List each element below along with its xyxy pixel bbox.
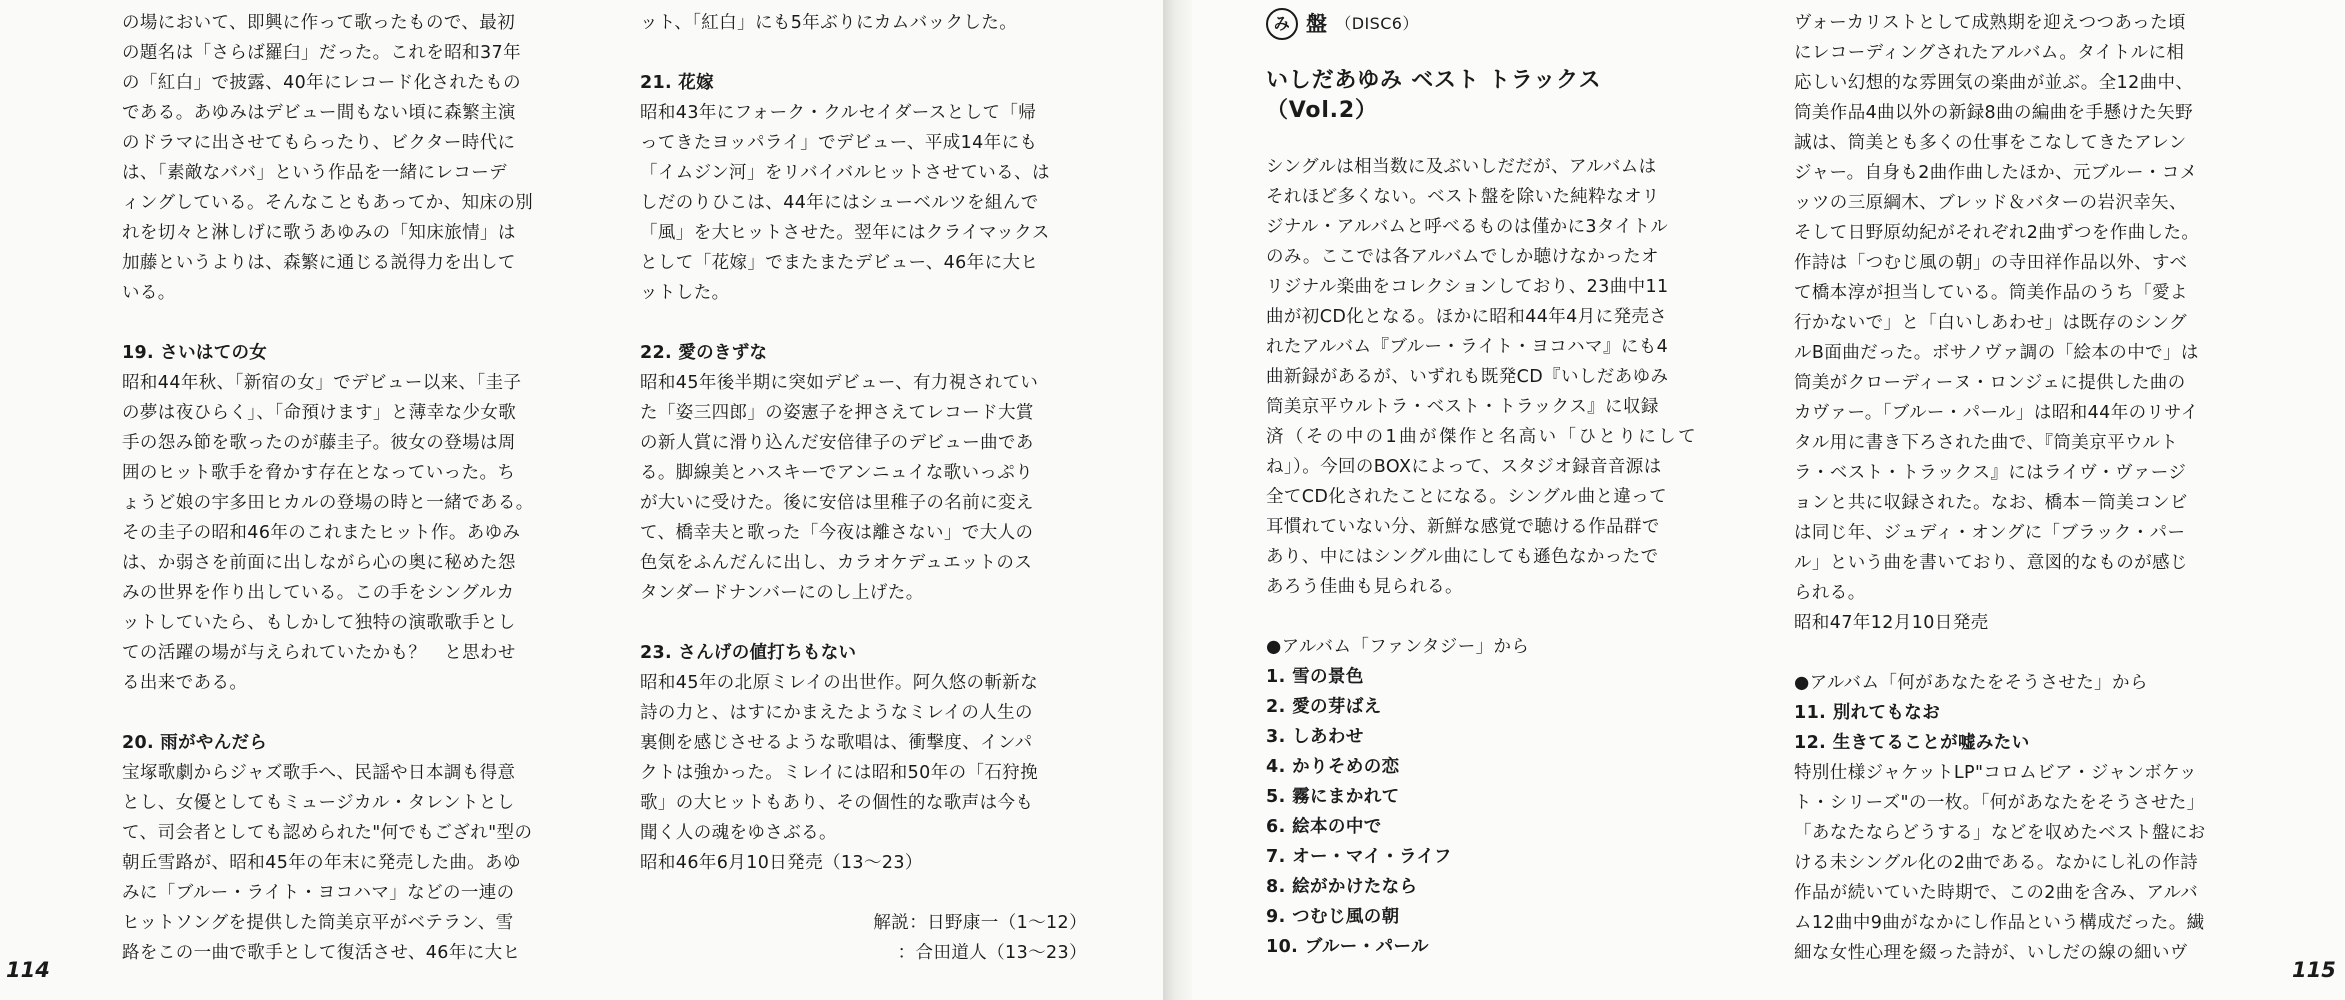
text-line: れたアルバム『ブルー・ライト・ヨコハマ』にも4 [1266, 337, 1669, 357]
text-line: みの世界を作り出している。この手をシングルカ [122, 583, 515, 603]
text-line: 曲新録があるが、いずれも既発CD『いしだあゆみ [1266, 367, 1669, 387]
text-line: ょうど娘の宇多田ヒカルの登場の時と一緒である。 [122, 493, 534, 513]
track-item: 10. ブルー・パール [1266, 937, 1429, 957]
text-line: の夢は夜ひらく」、「命預けます」と薄幸な少女歌 [122, 403, 517, 423]
track-list [1794, 698, 2249, 758]
text-line: の題名は「さらば羅臼」だった。これを昭和37年 [122, 43, 521, 63]
page-number-right: 115 [2292, 958, 2336, 982]
text-line: 歌」の大ヒットもあり、その個性的な歌声は今も [640, 793, 1034, 813]
disc-number: （DISC6） [1335, 14, 1419, 33]
credit-line: 解説：日野康一（1〜12） [873, 913, 1087, 933]
text-line: 加藤というよりは、森繁に通じる説得力を出して [122, 253, 516, 273]
text-line: ジャー。自身も2曲作曲したほか、元ブルー・コメ [1794, 163, 2198, 183]
album-notes-2 [1794, 758, 2249, 968]
text-line: として「花嫁」でまたまたデビュー、46年に大ヒ [640, 253, 1039, 273]
text-line: カヴァー。「ブルー・パール」は昭和44年のリサイ [1794, 403, 2199, 423]
page-number-left: 114 [6, 958, 50, 982]
right-column-2 [1794, 8, 2249, 968]
text-line: みに「ブルー・ライト・ヨコハマ」などの一連の [122, 883, 515, 903]
text-line: ジナル・アルバムと呼べるものは僅かに3タイトル [1266, 217, 1669, 237]
album-title: いしだあゆみ ベスト トラックス（Vol.2） [1266, 68, 1602, 123]
text-line: 作品が続いていた時期で、この2曲を含み、アルバ [1794, 883, 2199, 903]
text-line: 昭和44年秋、「新宿の女」でデビュー以来、「圭子 [122, 373, 522, 393]
text-line: 昭和45年後半期に突如デビュー、有力視されてい [640, 373, 1039, 393]
text-line: 全てCD化されたことになる。シングル曲と違って [1266, 487, 1668, 507]
section-heading-21: 21. 花嫁 [640, 73, 714, 93]
track-item: 6. 絵本の中で [1266, 817, 1382, 837]
text-line: て、司会者としても認められた"何でもござれ"型の [122, 823, 533, 843]
album-notes [1794, 8, 2249, 638]
text-line: 聞く人の魂をゆさぶる。 [640, 823, 837, 843]
section-body-22 [640, 368, 1095, 608]
text-line: の新人賞に滑り込んだ安倍律子のデビュー曲であ [640, 433, 1034, 453]
text-line: て橋本淳が担当している。筒美作品のうち「愛よ [1794, 283, 2188, 303]
text-line: 昭和43年にフォーク・クルセイダースとして「帰 [640, 103, 1037, 123]
release-date: 昭和47年12月10日発売 [1794, 613, 1989, 633]
text-line: は、「素敵なババ」という作品を一緒にレコーデ [122, 163, 508, 183]
text-line: タル用に書き下ろされた曲で、『筒美京平ウルト [1794, 433, 2179, 453]
section-body-19 [122, 368, 580, 698]
text-line: しだのりひこは、44年にはシューベルツを組んで [640, 193, 1039, 213]
text-line: は同じ年、ジュディ・オングに「ブラック・パー [1794, 523, 2186, 543]
text-line: 色気をふんだんに出し、カラオケデュエットのス [640, 553, 1033, 573]
track-item: 2. 愛の芽ばえ [1266, 697, 1382, 717]
right-page [1192, 0, 2345, 1000]
text-line: あろう佳曲も見られる。 [1266, 577, 1463, 597]
disc-badge: み [1266, 8, 1298, 40]
text-line: ての活躍の場が与えられていたかも？ と思わせ [122, 643, 516, 663]
text-line: 細な女性心理を綴った詩が、いしだの線の細いヴ [1794, 943, 2188, 963]
track-item: 5. 霧にまかれて [1266, 787, 1400, 807]
text-line: 筒美京平ウルトラ・ベスト・トラックス』に収録 [1266, 397, 1659, 417]
text-line: 宝塚歌劇からジャズ歌手へ、民謡や日本調も得意 [122, 763, 516, 783]
text-line: 曲が初CD化となる。ほかに昭和44年4月に発売さ [1266, 307, 1668, 327]
text-line: ィングしている。そんなこともあってか、知床の別 [122, 193, 534, 213]
text-line: クトは強かった。ミレイには昭和50年の「石狩挽 [640, 763, 1039, 783]
right-column-1 [1266, 8, 1696, 962]
text-line: 耳慣れていない分、新鮮な感覚で聴ける作品群で [1266, 517, 1660, 537]
text-line: た「姿三四郎」の姿憲子を押さえてレコード大賞 [640, 403, 1034, 423]
text-line: ける未シングル化の2曲である。なかにし礼の作詩 [1794, 853, 2199, 873]
text-line: の場において、即興に作って歌ったもので、最初 [122, 13, 516, 33]
text-line: ットしていたら、もしかして独特の演歌歌手とし [122, 613, 516, 633]
text-line: は、か弱さを前面に出しながら心の奥に秘めた怨 [122, 553, 516, 573]
text-line: のドラマに出させてもらったり、ビクター時代に [122, 133, 516, 153]
text-line: 作詩は「つむじ風の朝」の寺田祥作品以外、すべ [1794, 253, 2188, 273]
text-line: 済（その中の1曲が傑作と名高い「ひとりにしてね」）。今回のBOXによって、スタジオ録音音源は [1266, 427, 1696, 477]
left-column-1 [122, 8, 580, 968]
left-column-2 [640, 8, 1095, 968]
text-line: ットした。 [640, 283, 730, 303]
credit-line: ：合田道人（13〜23） [897, 943, 1087, 963]
text-line: 「イムジン河」をリバイバルヒットさせている、は [640, 163, 1050, 183]
text-line: ヒットソングを提供した筒美京平がベテラン、雪 [122, 913, 514, 933]
text-line: にレコーディングされたアルバム。タイトルに相 [1794, 43, 2185, 63]
text-line: ルB面曲だった。ボサノヴァ調の「絵本の中で」は [1794, 343, 2199, 363]
track-item: 4. かりそめの恋 [1266, 757, 1400, 777]
text-line: ト・シリーズ"の一枚。「何があなたをそうさせた」 [1794, 793, 2205, 813]
book-spine [1163, 0, 1192, 1000]
release-date: 昭和46年6月10日発売（13〜23） [640, 853, 923, 873]
intro-paragraph [1266, 152, 1696, 602]
text-line: あり、中にはシングル曲にしても遜色なかったで [1266, 547, 1659, 567]
text-line: 裏側を感じさせるような歌唱は、衝撃度、インパ [640, 733, 1033, 753]
section-heading-19: 19. さいはての女 [122, 343, 268, 363]
track-item: 9. つむじ風の朝 [1266, 907, 1400, 927]
text-line: ム12曲中9曲がなかにし作品という構成だった。繊 [1794, 913, 2205, 933]
track-item: 3. しあわせ [1266, 727, 1364, 747]
track-list [1266, 662, 1696, 962]
album-source-heading: ●アルバム「ファンタジー」から [1266, 637, 1530, 657]
text-line: る出来である。 [122, 673, 248, 693]
text-line: とし、女優としてもミュージカル・タレントとし [122, 793, 515, 813]
text-line: 誠は、筒美とも多くの仕事をこなしてきたアレン [1794, 133, 2187, 153]
text-line: ヴォーカリストとして成熟期を迎えつつあった頃 [1794, 13, 2186, 33]
text-line: ってきたヨッパライ」でデビュー、平成14年にも [640, 133, 1038, 153]
text-line: 詩の力と、はすにかまえたようなミレイの人生の [640, 703, 1033, 723]
text-line: る。脚線美とハスキーでアンニュイな歌いっぷり [640, 463, 1034, 483]
text-line: ラ・ベスト・トラックス』にはライヴ・ヴァージ [1794, 463, 2187, 483]
text-line: それほど多くない。ベスト盤を除いた純粋なオリ [1266, 187, 1660, 207]
text-line: その圭子の昭和46年のこれまたヒット作。あゆみ [122, 523, 521, 543]
text-line: 朝丘雪路が、昭和45年の年末に発売した曲。あゆ [122, 853, 521, 873]
text-line: タンダードナンバーにのし上げた。 [640, 583, 924, 603]
text-line: 応しい幻想的な雰囲気の楽曲が並ぶ。全12曲中、 [1794, 73, 2194, 93]
section-heading-22: 22. 愛のきずな [640, 343, 768, 363]
section-body-21 [640, 98, 1095, 308]
text-line: 筒美がクローディーヌ・ロンジェに提供した曲の [1794, 373, 2186, 393]
text-line: ット、「紅白」にも5年ぶりにカムバックした。 [640, 13, 1018, 33]
section-body-23 [640, 668, 1095, 878]
text-line: ル」という曲を書いており、意図的なものが感じ [1794, 553, 2188, 573]
text-line: 囲のヒット歌手を脅かす存在となっていった。ち [122, 463, 516, 483]
text-line: シングルは相当数に及ぶいしだだが、アルバムは [1266, 157, 1657, 177]
section-heading-23: 23. さんげの値打ちもない [640, 643, 857, 663]
text-line: いる。 [122, 283, 176, 303]
text-line: れを切々と淋しげに歌うあゆみの「知床旅情」は [122, 223, 516, 243]
intro-paragraph [122, 8, 580, 308]
album-source-heading: ●アルバム「何があなたをそうさせた」から [1794, 673, 2148, 693]
text-line: 行かないで」と「白いしあわせ」は既存のシング [1794, 313, 2188, 333]
credits [640, 908, 1095, 968]
track-item: 1. 雪の景色 [1266, 667, 1364, 687]
track-item: 11. 別れてもなお [1794, 703, 1941, 723]
track-item: 8. 絵がかけたなら [1266, 877, 1418, 897]
track-item: 12. 生きてることが嘘みたい [1794, 733, 2030, 753]
section-heading-20: 20. 雨がやんだら [122, 733, 268, 753]
text-line: 「風」を大ヒットさせた。翌年にはクライマックス [640, 223, 1050, 243]
text-line: そして日野原幼紀がそれぞれ2曲ずつを作曲した。 [1794, 223, 2200, 243]
text-line: 筒美作品4曲以外の新録8曲の編曲を手懸けた矢野 [1794, 103, 2193, 123]
section-body-20 [122, 758, 580, 968]
disc-label: 盤 [1306, 12, 1328, 36]
text-line: の「紅白」で披露、40年にレコード化されたもの [122, 73, 521, 93]
text-line: て、橋幸夫と歌った「今夜は離さない」で大人の [640, 523, 1034, 543]
text-line: が大いに受けた。後に安倍は里稚子の名前に変え [640, 493, 1034, 513]
left-page [0, 0, 1163, 1000]
text-line: 路をこの一曲で歌手として復活させ、46年に大ヒ [122, 943, 521, 963]
text-line: 「あなたならどうする」などを収めたベスト盤にお [1794, 823, 2206, 843]
track-item: 7. オー・マイ・ライフ [1266, 847, 1452, 867]
text-line: 特別仕様ジャケットLP"コロムビア・ジャンボケッ [1794, 763, 2198, 783]
text-line: ョンと共に収録された。なお、橋本－筒美コンビ [1794, 493, 2188, 513]
text-line: 手の怨み節を歌ったのが藤圭子。彼女の登場は周 [122, 433, 516, 453]
text-line: のみ。ここでは各アルバムでしか聴けなかったオ [1266, 247, 1659, 267]
text-line: 昭和45年の北原ミレイの出世作。阿久悠の斬新な [640, 673, 1039, 693]
text-line: リジナル楽曲をコレクションしており、23曲中11 [1266, 277, 1669, 297]
text-line: ッツの三原綱木、ブレッド＆バターの岩沢幸矢、 [1794, 193, 2187, 213]
disc-header [1266, 8, 1696, 40]
text-line: られる。 [1794, 583, 1866, 603]
text-line: である。あゆみはデビュー間もない頃に森繁主演 [122, 103, 516, 123]
